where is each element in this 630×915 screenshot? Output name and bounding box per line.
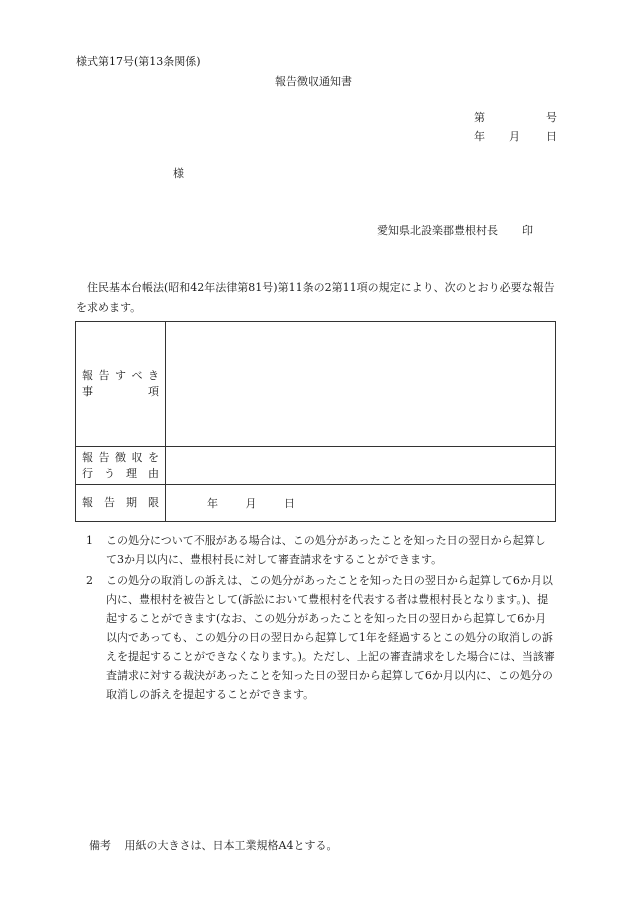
- table-row: [76, 322, 556, 447]
- deadline-month: 月: [245, 497, 257, 510]
- row-label-report-items: [76, 322, 166, 447]
- label-char: う: [104, 466, 115, 480]
- table-row: [76, 447, 556, 485]
- label-char: 理: [126, 466, 137, 480]
- label-char: 期: [126, 496, 137, 509]
- deadline-year: 年: [207, 497, 218, 510]
- label-char: 告: [98, 450, 110, 464]
- deadline-day: 日: [284, 497, 295, 510]
- issue-date-day: 日: [546, 130, 557, 143]
- issuer-seal: 印: [522, 224, 533, 237]
- label-char: 行: [82, 466, 93, 480]
- note-text: この処分について不服がある場合は、この処分があったことを知った日の翌日から起算して3か月以内に、豊根村長に対して審査請求をすることができます。: [106, 534, 546, 566]
- report-table: [75, 321, 556, 522]
- label-char: 収: [131, 450, 143, 464]
- remark-label: 備考: [89, 839, 111, 852]
- label-char: 告: [104, 496, 115, 509]
- issue-date-year: 年: [474, 130, 485, 143]
- label-char: き: [148, 369, 159, 382]
- issue-date-month: 月: [509, 130, 520, 143]
- note-number: 1: [86, 534, 93, 547]
- notes-list: [76, 531, 556, 706]
- reason-field[interactable]: [166, 447, 556, 485]
- row-label-deadline: [76, 485, 166, 522]
- label-char: 報: [82, 496, 93, 509]
- label-char: べ: [131, 369, 143, 382]
- form-number: 様式第17号(第13条関係): [76, 55, 201, 68]
- table-row: [76, 485, 556, 522]
- label-char: 告: [98, 369, 110, 382]
- remark-text: 用紙の大きさは、日本工業規格A4とする。: [124, 839, 338, 852]
- label-char: 由: [148, 466, 159, 480]
- label-char: す: [115, 369, 126, 382]
- deadline-field[interactable]: [166, 485, 556, 522]
- body-text: 住民基本台帳法(昭和42年法律第81号)第11条の2第11項の規定により、次のとおり必要な報告を求めます。: [76, 281, 555, 314]
- label-line: [82, 466, 159, 482]
- label-char: 報: [82, 369, 93, 382]
- label-char: 徴: [115, 450, 126, 464]
- list-item: [76, 531, 556, 569]
- label-line: [82, 384, 159, 400]
- label-line: [82, 495, 159, 511]
- row-label-reason: [76, 447, 166, 485]
- label-char: を: [148, 450, 159, 464]
- issuer-name: 愛知県北設楽郡豊根村長: [377, 224, 498, 237]
- page-title: 報告徴収通知書: [275, 75, 352, 88]
- label-char: 限: [148, 496, 159, 509]
- note-number: 2: [86, 574, 93, 587]
- remark: [89, 837, 337, 853]
- label-line: [82, 450, 159, 466]
- list-item: [76, 571, 556, 704]
- addressee-honorific: 様: [173, 167, 184, 180]
- doc-number-suffix: 号: [546, 111, 557, 124]
- doc-number-label: 第: [474, 111, 485, 124]
- label-line: [82, 368, 159, 384]
- label-char: 事: [82, 385, 93, 398]
- label-char: 項: [148, 385, 159, 398]
- note-text: この処分の取消しの訴えは、この処分があったことを知った日の翌日から起算して6か月以内に、豊根村を被告として(訴訟において豊根村を代表する者は豊根村長となります。)、提起することができます(なお、この処分があったことを知った日の翌日から起算して6か月以内であっても、この処分の日の翌日から起算して1年を経過するとこの処分の取消しの訴えを提起することができなくなります。)。ただし、上記の審査請求をした場合には、当該審査請求に対する裁決があったことを知った日の翌日から起算して6か月以内に、この処分の取消しの訴えを提起することができます。: [106, 574, 555, 701]
- report-items-field[interactable]: [166, 322, 556, 447]
- label-char: 報: [82, 450, 93, 464]
